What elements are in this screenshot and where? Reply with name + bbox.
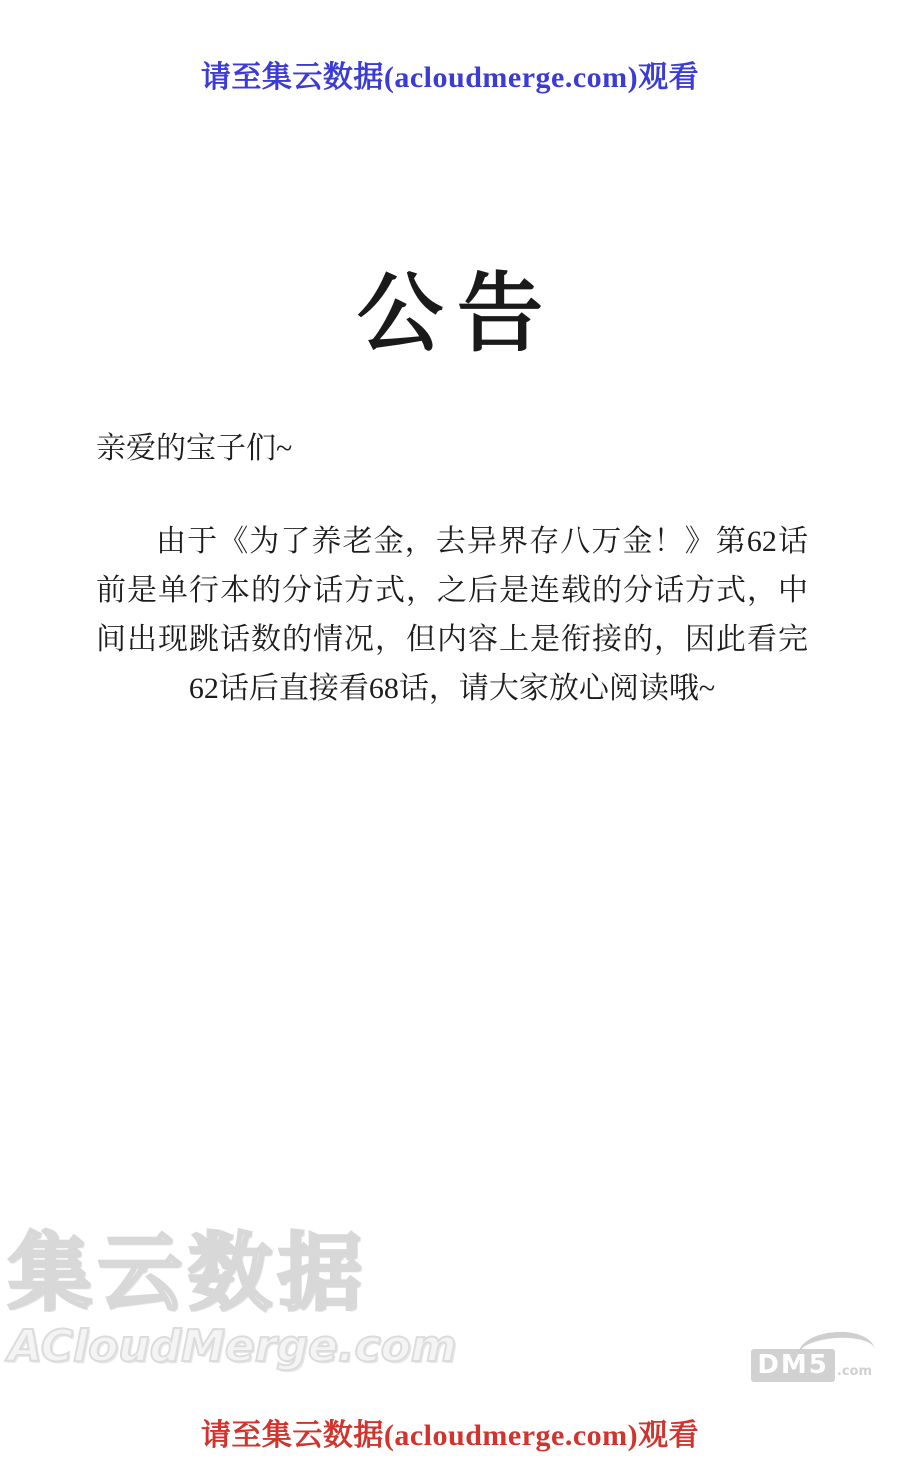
brand-watermark-cn: 集云数据	[8, 1223, 369, 1322]
source-logo	[751, 1349, 872, 1382]
dm5-logo-mark: DM5	[751, 1349, 835, 1382]
bottom-watermark-text: 请至集云数据(acloudmerge.com)观看	[200, 1419, 700, 1452]
page-title: 公告	[357, 266, 557, 362]
top-watermark-text: 请至集云数据(acloudmerge.com)观看	[200, 61, 700, 94]
greeting-line: 亲爱的宝子们~	[96, 432, 293, 465]
dm5-logo-suffix: .com	[836, 1364, 872, 1379]
announcement-body	[96, 424, 808, 713]
brand-watermark	[8, 1223, 457, 1372]
brand-watermark-en: ACloudMerge.com	[8, 1321, 457, 1372]
announcement-paragraph: 由于《为了养老金，去异界存八万金！》第62话前是单行本的分话方式，之后是连载的分话方式，中间出现跳话数的情况，但内容上是衔接的，因此看完62话后直接看68话，请大家放心阅读哦~	[96, 525, 808, 705]
